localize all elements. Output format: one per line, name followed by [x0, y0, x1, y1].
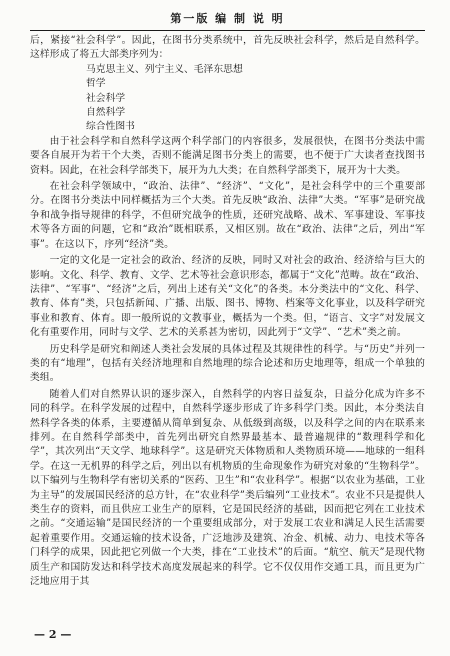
class-list-item: 哲学	[86, 78, 106, 90]
paragraph-history: 历史科学是研究和阐述人类社会发展的具体过程及其规律性的科学。与“历史”并列一类的有“地理”，包括有关经济地理和自然地理的综合论述和历史地理等，组成一个单独的类组。	[30, 343, 425, 384]
page-header: 第一版 编 制 说 明	[30, 8, 425, 31]
class-list-item: 马克思主义、列宁主义、毛泽东思想	[86, 63, 243, 75]
page-number: — 2 —	[34, 628, 72, 641]
page-body	[30, 34, 425, 589]
paragraph-intro: 后，紧接“社会科学”。因此，在图书分类系统中，首先反映社会科学，然后是自然科学。这样形成了将五大部类序列为：	[30, 35, 425, 61]
paragraph-social-science: 在社会科学领域中，“政治、法律”、“经济”、“文化”，是社会科学中的三个重要部分。在图书分类法中同样概括为三个大类。首先反映“政治、法律”大类。“军事”是研究战争和战争指导规律的科学，不但研究战争的性质，还研究战略、战术、军事建设、军事技术等各方面的问题，它和“政治”既相联系，又相区别。故在“政治、法律”之后，列出“军事”。在这以下，序列“经济”类。	[30, 181, 425, 250]
paragraph-culture: 一定的文化是一定社会的政治、经济的反映，同时又对社会的政治、经济给与巨大的影响。文化、科学、教育、文学、艺术等社会意识形态，都属于“文化”范畴。故在“政治、法律”、“军事”、“经济”之后，列出上述有关“文化”的各类。本分类法中的“文化、科学、教育、体育”类，只包括新闻、广播、出版、图书、博物、档案等文化事业，以及科学研究事业和教育、体育。即一般所说的文教事业，概括为一个类。但，“语言、文字”对发展文化有重要作用，同时与文学、艺术的关系甚为密切，因此列于“文学”、“艺术”类之前。	[30, 255, 425, 339]
class-list-item: 自然科学	[86, 107, 126, 119]
class-list	[30, 63, 425, 135]
class-list-item: 社会科学	[86, 92, 126, 104]
class-list-item: 综合性图书	[86, 121, 135, 133]
paragraph-expansion: 由于社会科学和自然科学这两个科学部门的内容很多，发展很快，在图书分类法中需要各自展开为若干个大类，否则不能满足图书分类上的需要，也不便于广大读者查找图书资料。因此，在社会科学部类下，展开为九大类；在自然科学部类下，展开为十大类。	[30, 135, 425, 176]
paragraph-natural-science: 随着人们对自然界认识的逐步深入，自然科学的内容日益复杂，日益分化成为许多不同的科学。在科学发展的过程中，自然科学逐步形成了许多科学门类。因此，本分类法自然科学各类的体系，主要遵循从简单到复杂、从低级到高级，以及科学之间的内在联系来排列。在自然科学部类中，首先列出研究自然界最基本、最普遍规律的“数理科学和化学”，其次列出“天文学、地球科学”。这是研究天体物质和人类物质环境——地球的一组科学。在这一无机界的科学之后，列出以有机物质的生命现象作为研究对象的“生物科学”。以下编列与生物科学有密切关系的“医药、卫生”和“农业科学”。根据“以农业为基础，工业为主导”的发展国民经济的总方针，在“农业科学”类后编列“工业技术”。农业不只是提供人类生存的资料，而且供应工业生产的原料，它是国民经济的基础，因而把它列在工业技术之前。“交通运输”是国民经济的一个重要组成部分，对于发展工农业和满足人民生活需要起着重要作用。交通运输的技术设备，广泛地涉及建筑、冶金、机械、动力、电技术等各门科学的成果，因此把它列做一个大类，排在“工业技术”的后面。“航空、航天”是现代物质生产和国防发达和科学技术高度发展起来的科学。它不仅仅用作交通工具，而且更为广泛地应用于其	[30, 388, 425, 588]
